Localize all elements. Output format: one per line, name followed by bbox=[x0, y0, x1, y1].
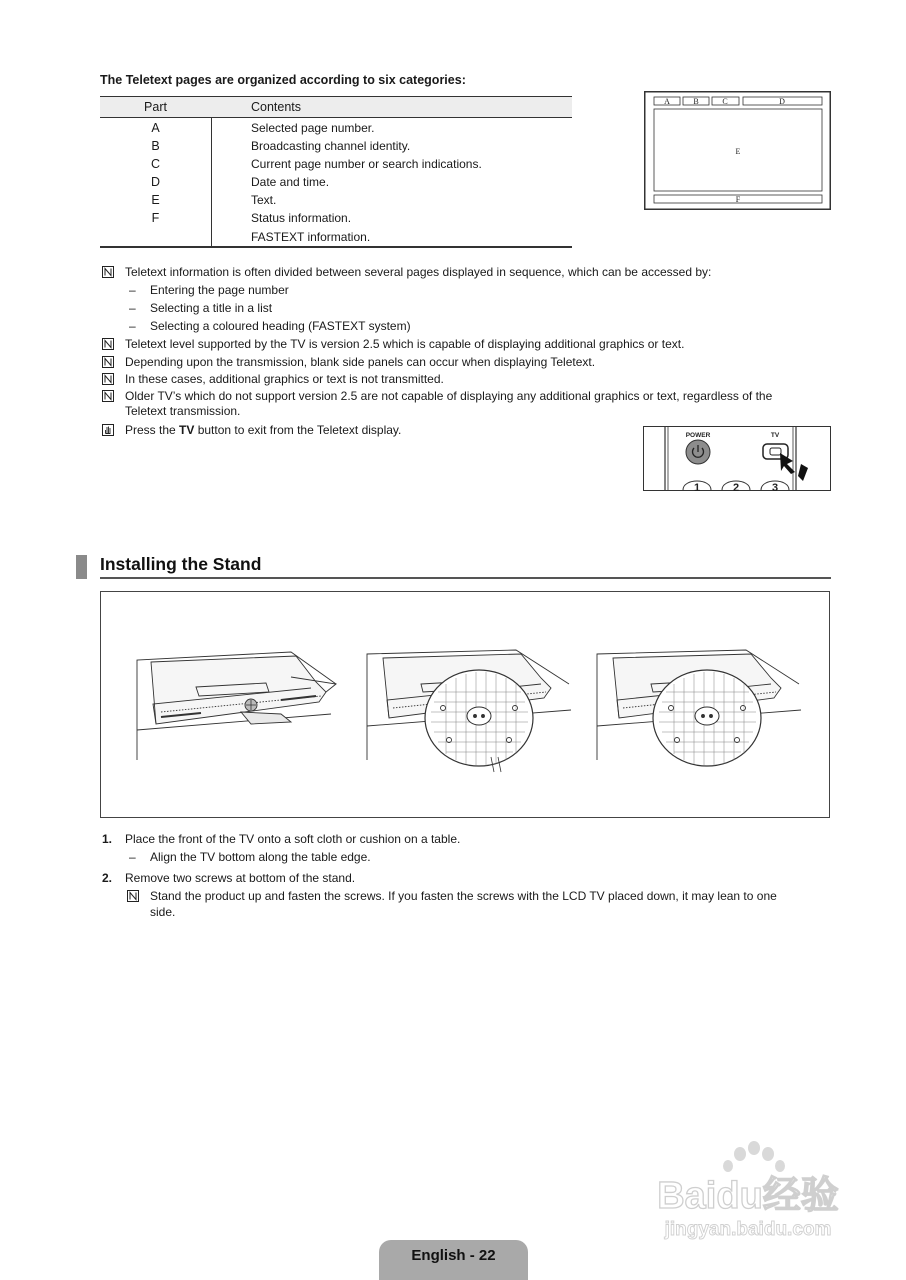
intro-heading: The Teletext pages are organized according to six categories: bbox=[100, 73, 466, 87]
sub-item: Selecting a title in a list bbox=[150, 301, 273, 315]
step-number: 2. bbox=[102, 871, 113, 885]
dash-bullet: – bbox=[129, 850, 136, 864]
table-row-part: A bbox=[151, 121, 160, 135]
watermark-url: jingyan.baidu.com bbox=[664, 1219, 832, 1240]
table-row-part: D bbox=[150, 175, 161, 189]
table-row-contents: Date and time. bbox=[251, 175, 330, 189]
note-icon bbox=[102, 373, 114, 385]
table-row-contents: FASTEXT information. bbox=[251, 230, 371, 244]
section-marker bbox=[76, 555, 87, 579]
key-3: 3 bbox=[771, 482, 779, 491]
screen-label-b: B bbox=[693, 97, 699, 106]
tv-label: TV bbox=[770, 432, 780, 439]
screen-label-a: A bbox=[664, 97, 670, 106]
note-older-tvs-cont: Teletext transmission. bbox=[125, 404, 241, 418]
page-number: English - 22 bbox=[411, 1247, 496, 1264]
table-row-contents: Status information. bbox=[251, 211, 352, 225]
note-side-panels: Depending upon the transmission, blank side panels can occur when displaying Teletext. bbox=[125, 355, 596, 369]
table-row-part: C bbox=[150, 157, 161, 171]
key-1: 1 bbox=[693, 482, 701, 491]
remote-control-illustration bbox=[643, 426, 831, 491]
table-row-part: E bbox=[151, 193, 160, 207]
step-text: Remove two screws at bottom of the stand. bbox=[125, 871, 356, 885]
section-rule bbox=[100, 577, 831, 579]
screen-label-c: C bbox=[722, 97, 728, 106]
press-tv-instruction bbox=[125, 422, 401, 438]
screen-label-f: F bbox=[735, 195, 741, 204]
watermark-brand: Baidu经验 bbox=[657, 1175, 839, 1217]
dash-bullet: – bbox=[129, 301, 136, 315]
note-level: Teletext level supported by the TV is version 2.5 which is capable of displaying additional graphics or text. bbox=[125, 337, 685, 351]
table-row-contents: Current page number or search indications. bbox=[251, 157, 482, 171]
stand-installation-figure bbox=[100, 591, 830, 818]
dash-bullet: – bbox=[129, 319, 136, 333]
step-subtext: Align the TV bottom along the table edge. bbox=[150, 850, 371, 864]
note-icon bbox=[102, 356, 114, 368]
note-older-tvs: Older TV’s which do not support version 2.5 are not capable of displaying any additional graphics or text, regardless of the bbox=[125, 389, 773, 403]
dash-bullet: – bbox=[129, 283, 136, 297]
step-number: 1. bbox=[102, 832, 113, 846]
note-icon bbox=[127, 890, 139, 902]
table-row-contents: Selected page number. bbox=[251, 121, 375, 135]
table-row-part: F bbox=[151, 211, 160, 225]
hand-icon bbox=[102, 424, 114, 436]
table-header-part: Part bbox=[144, 100, 167, 114]
section-title: Installing the Stand bbox=[100, 554, 262, 574]
step-3-illustration bbox=[597, 650, 801, 766]
table-row-part: B bbox=[151, 139, 160, 153]
note-icon bbox=[102, 338, 114, 350]
step-note: Stand the product up and fasten the screws. If you fasten the screws with the LCD TV placed down, it may lean to one bbox=[150, 889, 777, 903]
page-footer-tab bbox=[379, 1240, 528, 1280]
table-row-contents: Text. bbox=[251, 193, 277, 207]
note-icon bbox=[102, 266, 114, 278]
sub-item: Selecting a coloured heading (FASTEXT system) bbox=[150, 319, 411, 333]
press-text-c: button to exit from the Teletext display. bbox=[194, 423, 402, 437]
step-text: Place the front of the TV onto a soft cloth or cushion on a table. bbox=[125, 832, 461, 846]
key-2: 2 bbox=[732, 482, 740, 491]
table-header-contents: Contents bbox=[251, 100, 302, 114]
teletext-parts-table bbox=[100, 96, 572, 248]
screen-label-e: E bbox=[735, 147, 741, 156]
tv-button-label: TV bbox=[179, 423, 195, 437]
step-1-illustration bbox=[137, 652, 336, 760]
step-2-illustration bbox=[367, 650, 571, 772]
note-not-transmitted: In these cases, additional graphics or text is not transmitted. bbox=[125, 372, 444, 386]
note-icon bbox=[102, 390, 114, 402]
power-label: POWER bbox=[685, 432, 711, 439]
note-paged-info: Teletext information is often divided between several pages displayed in sequence, which can be accessed by: bbox=[125, 265, 712, 279]
sub-item: Entering the page number bbox=[150, 283, 289, 297]
baidu-watermark bbox=[640, 1140, 855, 1245]
screen-label-d: D bbox=[779, 97, 785, 106]
teletext-screen-diagram bbox=[644, 91, 831, 210]
press-text-a: Press the bbox=[125, 423, 180, 437]
table-row-contents: Broadcasting channel identity. bbox=[251, 139, 411, 153]
step-note-cont: side. bbox=[150, 905, 176, 919]
